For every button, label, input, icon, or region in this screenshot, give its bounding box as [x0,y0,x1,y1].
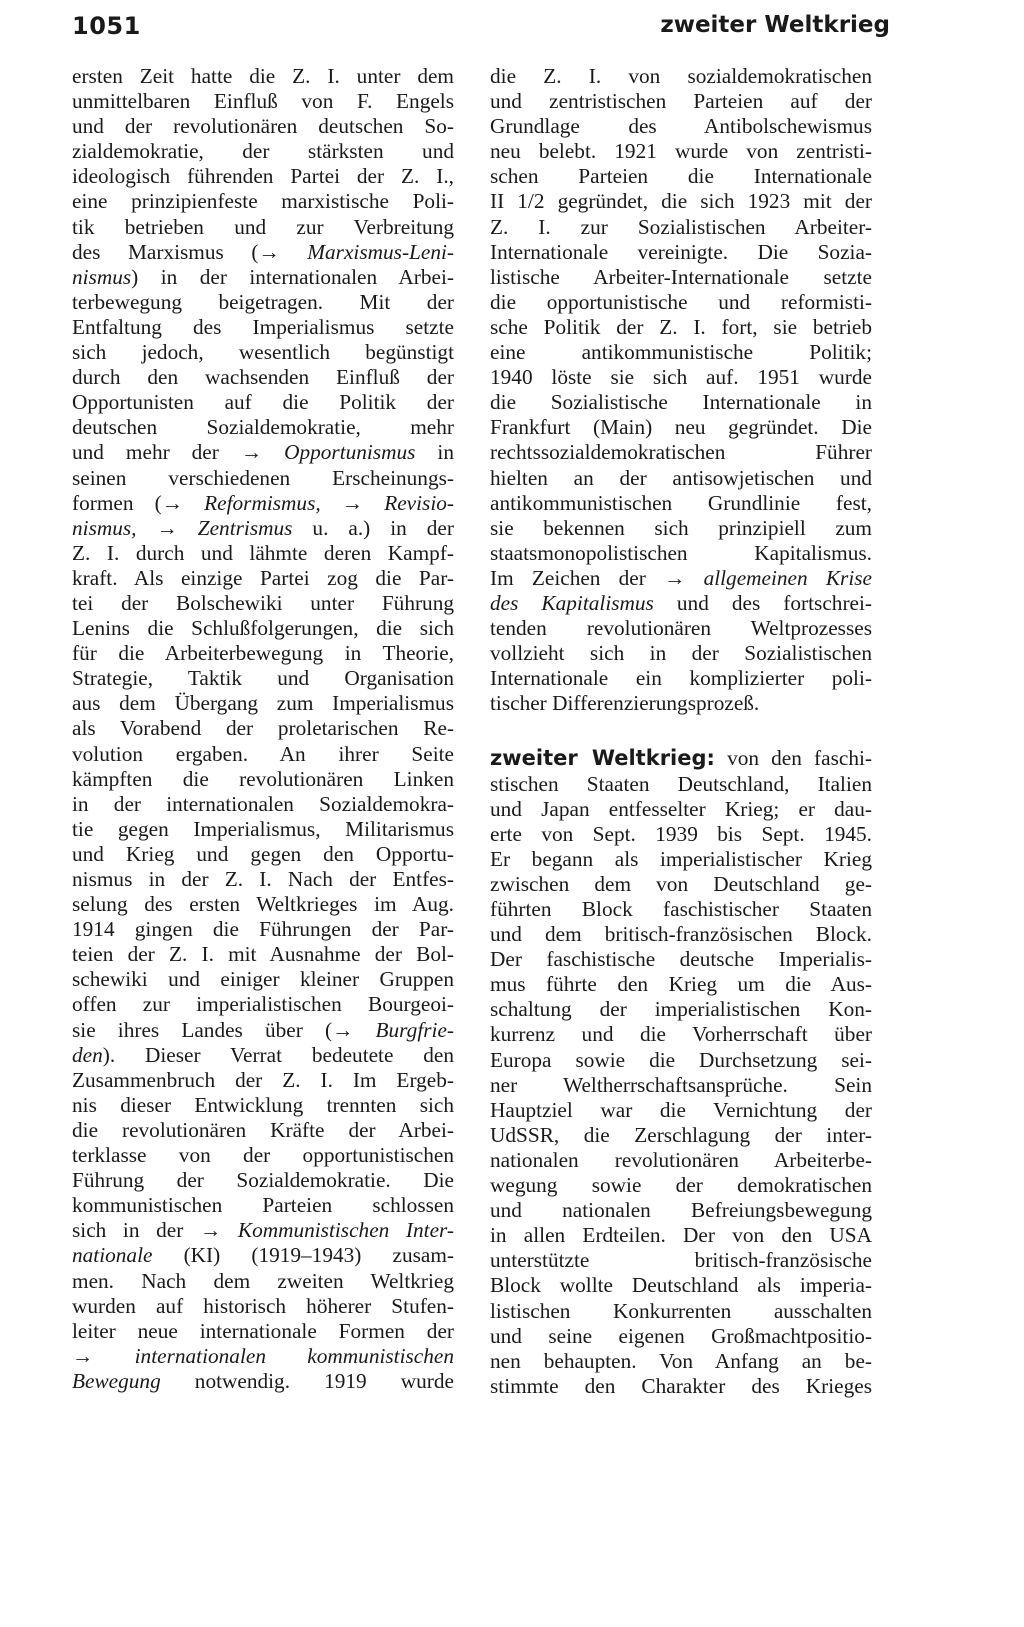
text-segment: kraft. Als einzige Partei zog die Par- [72,565,454,590]
text-segment: nismus in der Z. I. Nach der Entfes- [72,867,454,891]
text-line [72,440,454,465]
text-line [72,767,454,792]
text-line [72,1218,454,1243]
text-line [490,89,872,114]
text-line [490,1223,872,1248]
cross-reference: → Reformismus, → Revisio- [161,490,454,515]
text-line [72,466,454,491]
text-segment: sche Politik der Z. I. fort, sie betrieb [490,314,872,339]
text-line [490,872,872,897]
text-segment: Internationale ein komplizierter poli- [490,666,872,691]
text-segment: und der revolutionären deutschen So- [72,114,454,139]
text-segment: ideologisch führenden Partei der Z. I., [72,164,454,189]
text-line [72,1093,454,1118]
text-line [490,1349,872,1374]
text-line [490,1198,872,1223]
text-segment: 1940 löste sie sich auf. 1951 wurde [490,365,872,390]
text-segment: schaltung der imperialistischen Kon- [490,997,872,1022]
text-line [490,1299,872,1324]
text-line [490,1098,872,1123]
text-segment: Der faschistische deutsche Imperialis- [490,947,872,972]
text-segment: stischen Staaten Deutschland, Italien [490,771,872,796]
text-segment: nis dieser Entwicklung trennten sich [72,1092,454,1117]
text-segment: und mehr der [72,440,241,465]
text-segment: deutschen Sozialdemokratie, mehr [72,415,454,440]
text-segment: ner Weltherrschaftsansprüche. Sein [490,1072,872,1097]
text-segment: Er begann als imperialistischer Krieg [490,846,872,871]
text-segment: seinen verschiedenen Erscheinungs- [72,465,454,490]
text-line [72,215,454,240]
text-segment: ersten Zeit hatte die Z. I. unter dem [72,64,454,88]
text-segment: Lenins die Schlußfolgerungen, die sich [72,616,454,641]
text-line [490,1073,872,1098]
text-segment: Hauptziel war die Vernichtung der [490,1097,872,1122]
text-segment: II 1/2 gegründet, die sich 1923 mit der [490,189,872,214]
text-line [490,1374,872,1399]
text-segment: unmittelbaren Einfluß von F. Engels [72,89,454,114]
text-segment: leiter neue internationale Formen der [72,1318,454,1343]
text-segment: kommunistischen Parteien schlossen [72,1193,454,1218]
right-column [490,64,872,1399]
text-line [490,340,872,365]
text-line [490,1273,872,1298]
text-line [72,390,454,415]
text-line [72,691,454,716]
text-line [72,666,454,691]
cross-reference: nismus, → Zentrismus [72,515,293,540]
text-line [72,1043,454,1068]
text-line [72,1168,454,1193]
text-segment: die Sozialistische Internationale in [490,390,872,415]
text-line [490,290,872,315]
text-segment: sie bekennen sich prinzipiell zum [490,515,872,540]
text-line [72,967,454,992]
text-segment: aus dem Übergang zum Imperialismus [72,691,454,716]
text-segment: 1914 gingen die Führungen der Par- [72,917,454,942]
text-line [490,922,872,947]
text-segment: tenden revolutionären Weltprozesses [490,616,872,641]
text-line [72,491,454,516]
text-line [490,215,872,240]
text-line [490,1248,872,1273]
text-segment: Z. I. zur Sozialistischen Arbeiter- [490,214,872,239]
text-segment: Block wollte Deutschland als imperia- [490,1273,872,1298]
text-line [490,897,872,922]
cross-reference: nismus [72,264,132,289]
cross-reference: nationale [72,1243,153,1268]
text-line [72,867,454,892]
page-number: 1051 [72,12,141,40]
text-segment: wurden auf historisch höherer Stufen- [72,1293,454,1318]
text-segment: staatsmonopolistischen Kapitalismus. [490,540,872,565]
text-segment: tie gegen Imperialismus, Militarismus [72,816,454,841]
text-line [490,947,872,972]
text-line [72,616,454,641]
text-line [490,746,872,771]
text-line [72,716,454,741]
text-segment: sie ihres Landes über ( [72,1017,333,1042]
text-line [72,89,454,114]
text-segment: volution ergaben. An ihrer Seite [72,741,454,766]
text-line [72,1143,454,1168]
text-line [72,415,454,440]
text-segment: Z. I. durch und lähmte deren Kampf- [72,540,454,565]
text-line [490,390,872,415]
cross-reference: des Kapitalismus [490,590,654,615]
text-segment: Im Zeichen der [490,565,665,590]
text-line [72,114,454,139]
text-line [490,64,872,89]
text-line [72,742,454,767]
text-segment: kurrenz und die Vorherrschaft über [490,1022,872,1047]
text-segment: eine prinzipienfeste marxistische Poli- [72,189,454,214]
text-segment: terklasse von der opportunistischen [72,1143,454,1168]
text-segment: Grundlage des Antibolschewismus [490,114,872,139]
text-segment: Internationale vereinigte. Die Sozia- [490,239,872,264]
text-segment: und Krieg und gegen den Opportu- [72,841,454,866]
text-line [72,189,454,214]
left-column [72,64,454,1394]
text-line [490,139,872,164]
text-segment: und zentristischen Parteien auf der [490,89,872,114]
text-segment: als Vorabend der proletarischen Re- [72,716,454,741]
text-segment: eine antikommunistische Politik; [490,340,872,365]
text-segment: Opportunisten auf die Politik der [72,390,454,415]
text-segment: Europa sowie die Durchsetzung sei- [490,1047,872,1072]
text-line [72,1193,454,1218]
text-line [72,365,454,390]
text-line [72,164,454,189]
text-segment: listischen Konkurrenten ausschalten [490,1298,872,1323]
text-segment: unterstützte britisch-französische [490,1248,872,1273]
text-segment: die Z. I. von sozialdemokratischen [490,64,872,88]
text-line [490,516,872,541]
text-line [490,1123,872,1148]
text-line [490,541,872,566]
text-line [490,772,872,797]
text-segment: hielten an der antisowjetischen und [490,465,872,490]
text-segment: sich jedoch, wesentlich begünstigt [72,340,454,365]
text-line [72,942,454,967]
text-segment: zwischen dem von Deutschland ge- [490,871,872,896]
text-line [72,792,454,817]
cross-reference: Bewegung [72,1368,161,1393]
text-line [72,315,454,340]
text-segment: des Marxismus ( [72,239,259,264]
cross-reference: → Burgfrie- [332,1017,454,1042]
text-line [72,1344,454,1369]
text-segment: und des fortschrei- [653,590,873,615]
text-line [72,842,454,867]
text-line [490,440,872,465]
text-segment: und nationalen Befreiungsbewegung [490,1198,872,1223]
text-segment: wegung sowie der demokratischen [490,1173,872,1198]
text-segment: vollzieht sich in der Sozialistischen [490,641,872,666]
text-segment: zialdemokratie, der stärksten und [72,139,454,164]
text-line [72,290,454,315]
text-line [490,114,872,139]
text-line [490,415,872,440]
text-line [72,1018,454,1043]
text-line [490,491,872,516]
cross-reference: → Marxismus-Leni- [258,239,454,264]
text-segment: schewiki und einiger kleiner Gruppen [72,967,454,992]
text-segment: sich in der [72,1218,200,1243]
text-segment: antikommunistischen Grundlinie fest, [490,490,872,515]
text-segment: für die Arbeiterbewegung in Theorie, [72,641,454,666]
text-segment: die revolutionären Kräfte der Arbei- [72,1117,454,1142]
text-line [490,1022,872,1047]
running-head: zweiter Weltkrieg [660,12,890,38]
text-line [490,997,872,1022]
text-segment: terbewegung beigetragen. Mit der [72,289,454,314]
text-line [72,1319,454,1344]
text-segment: mus führte den Krieg um die Aus- [490,972,872,997]
text-segment: men. Nach dem zweiten Weltkrieg [72,1268,454,1293]
text-line [72,1269,454,1294]
text-segment: kämpften die revolutionären Linken [72,766,454,791]
text-segment: tei der Bolschewiki unter Führung [72,590,454,615]
text-line [490,797,872,822]
text-line [72,265,454,290]
text-line [490,240,872,265]
text-segment: stimmte den Charakter des Krieges [490,1373,872,1398]
text-line [72,1294,454,1319]
text-segment: Führung der Sozialdemokratie. Die [72,1168,454,1193]
text-segment: schen Parteien die Internationale [490,164,872,189]
text-line [490,591,872,616]
text-segment: von den faschi- [714,746,872,771]
text-line [490,666,872,691]
text-line [490,315,872,340]
text-line [490,365,872,390]
cross-reference: → allgemeinen Krise [664,565,873,590]
cross-reference: → Kommunistischen Inter- [199,1218,454,1243]
text-segment: formen ( [72,490,162,515]
text-segment: (KI) (1919–1943) zusam- [152,1243,454,1268]
cross-reference: den [72,1042,103,1067]
text-line [490,1148,872,1173]
text-line [490,972,872,997]
text-segment: führten Block faschistischer Staaten [490,897,872,921]
text-segment: die opportunistische und reformisti- [490,289,872,314]
text-line [72,139,454,164]
text-segment: neu belebt. 1921 wurde von zentristi- [490,139,872,164]
text-segment: offen zur imperialistischen Bourgeoi- [72,992,454,1017]
text-line [490,566,872,591]
text-line [490,189,872,214]
text-line [72,64,454,89]
cross-reference: → Opportunismus [240,440,416,465]
text-line [490,822,872,847]
text-line [490,1324,872,1349]
text-segment: und dem britisch-französischen Block. [490,922,872,947]
text-segment: durch den wachsenden Einfluß der [72,365,454,390]
text-line [490,466,872,491]
text-line [72,340,454,365]
text-segment: Strategie, Taktik und Organisation [72,666,454,691]
text-segment: in [415,440,454,465]
text-segment: Frankfurt (Main) neu gegründet. Die [490,415,872,440]
text-line [72,1243,454,1268]
text-segment: erte von Sept. 1939 bis Sept. 1945. [490,821,872,846]
text-line [490,616,872,641]
text-segment: teien der Z. I. mit Ausnahme der Bol- [72,942,454,967]
entry-headword: zweiter Weltkrieg: [490,746,715,771]
text-segment: ) in der internationalen Arbei- [131,264,454,289]
text-line [72,566,454,591]
text-segment: und seine eigenen Großmachtpositio- [490,1323,872,1348]
text-line [72,992,454,1017]
text-line [72,892,454,917]
text-line [72,1369,454,1394]
text-line [490,164,872,189]
text-line [490,1048,872,1073]
text-line [72,240,454,265]
text-line [490,1173,872,1198]
text-segment: rechtssozialdemokratischen Führer [490,440,872,465]
text-segment: tischer Differenzierungsprozeß. [490,691,760,716]
text-segment: u. a.) in der [292,515,454,540]
text-line [72,591,454,616]
text-line [490,265,872,290]
text-line [72,641,454,666]
text-segment: UdSSR, die Zerschlagung der inter- [490,1122,872,1147]
text-line [72,917,454,942]
text-segment: tik betrieben und zur Verbreitung [72,214,454,239]
text-segment: in der internationalen Sozialdemokra- [72,791,454,816]
text-segment: nen behaupten. Von Anfang an be- [490,1348,872,1373]
text-line [72,541,454,566]
cross-reference: → internationalen kommunistischen [72,1343,454,1368]
text-line [490,641,872,666]
text-segment: Entfaltung des Imperialismus setzte [72,314,454,339]
text-segment: listische Arbeiter-Internationale setzte [490,264,872,289]
text-line [72,817,454,842]
text-segment: Zusammenbruch der Z. I. Im Ergeb- [72,1067,454,1092]
text-line [490,691,872,716]
text-line [72,1068,454,1093]
text-segment: selung des ersten Weltkrieges im Aug. [72,892,454,917]
text-segment: nationalen revolutionären Arbeiterbe- [490,1147,872,1172]
text-segment: notwendig. 1919 wurde [160,1368,454,1393]
text-segment: und Japan entfesselter Krieg; er dau- [490,796,872,821]
text-segment: in allen Erdteilen. Der von den USA [490,1223,872,1248]
text-line [72,1118,454,1143]
text-segment: ). Dieser Verrat bedeutete den [102,1042,454,1067]
text-line [72,516,454,541]
text-line [490,847,872,872]
